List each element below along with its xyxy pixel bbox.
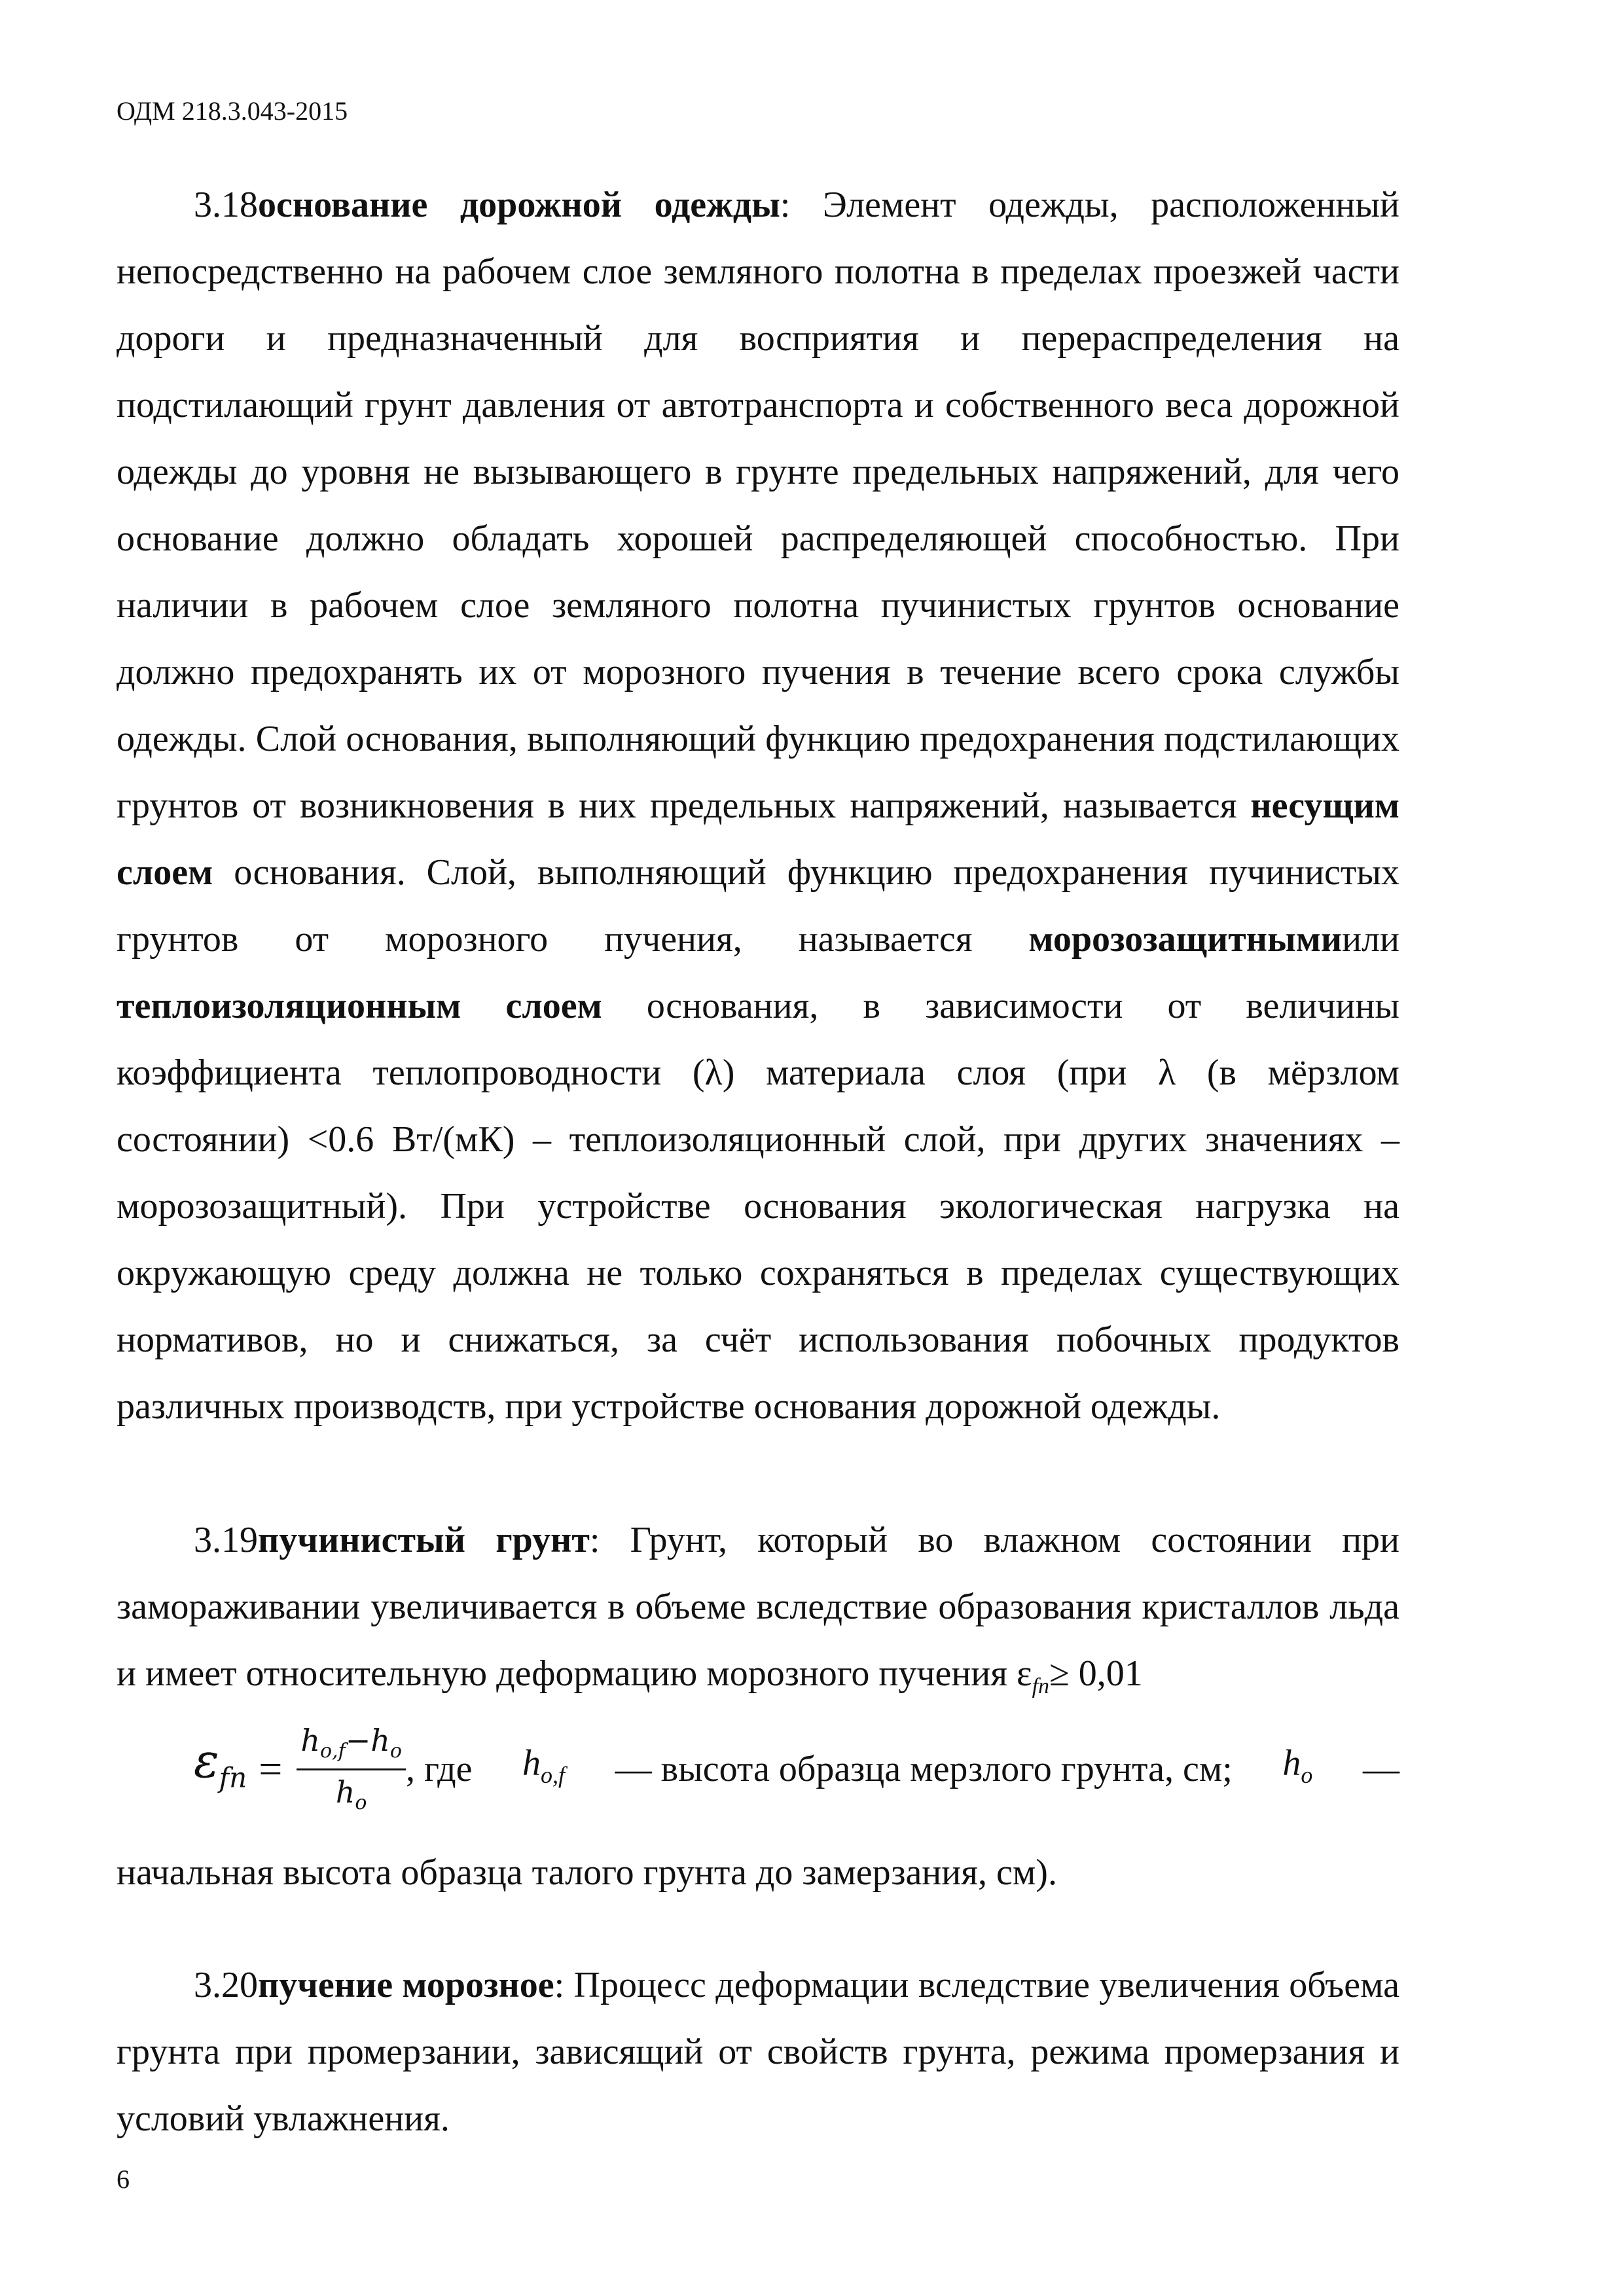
formula-minus: − (345, 1723, 371, 1759)
term-bold: пучение морозное (258, 1965, 554, 2005)
term-bold: основание дорожной одежды (258, 185, 780, 225)
paragraph-text: : Грунт, который во влажном состоянии при замораживании увеличивается в объеме вследствие образования кристаллов льда и имеет относительную деформацию морозного пучения ε (117, 1520, 1400, 1694)
section-3-20 (117, 1952, 1399, 2152)
formula-equals: = (259, 1746, 283, 1792)
section-number: 3.18 (194, 185, 258, 225)
formula-symbol: h (1282, 1742, 1301, 1784)
section-3-19-continuation: начальная высота образца талого грунта до замерзания, см). (117, 1852, 1057, 1893)
page-number: 6 (117, 2164, 130, 2194)
section-number: 3.20 (194, 1965, 258, 2005)
formula-subscript: o,f (319, 1740, 346, 1763)
formula-symbol: h (335, 1774, 355, 1810)
variable-h-of (522, 1701, 565, 1837)
paragraph-text: ≥ 0,01 (1049, 1653, 1143, 1694)
formula-symbol: h (370, 1723, 390, 1759)
term-bold: несущим слоем (117, 785, 1399, 893)
formula-subscript: o (355, 1791, 367, 1814)
frost-heave-formula (194, 1707, 1399, 1831)
formula-subscript: o (389, 1740, 402, 1763)
formula-dash: — (1362, 1749, 1399, 1789)
formula-where: , где (405, 1749, 473, 1789)
variable-h-o (1282, 1701, 1312, 1837)
section-3-19 (117, 1507, 1399, 1720)
formula-subscript: o (1301, 1762, 1313, 1789)
fraction-denominator (336, 1770, 367, 1813)
paragraph-text: основания, в зависимости от величины коэффициента теплопроводности (λ) материала слоя (при λ (в мёрзлом состоянии) <0.6 Вт/(мК) – теплоизоляционный слой, при других значениях – морозозащитный). При устройстве основания экологическая нагрузка на окружающую среду должна не только сохраняться в пределах существующих нормативов, но и снижаться, за счёт использования побочных продуктов различных производств, при устройстве основания дорожной одежды. (117, 986, 1399, 1427)
formula-expression (194, 1698, 472, 1840)
paragraph-text: или (1342, 919, 1399, 960)
term-bold: теплоизоляционным слоем (117, 986, 602, 1026)
formula-fraction (297, 1725, 406, 1812)
formula-epsilon (194, 1698, 247, 1840)
term-bold: морозозащитными (1028, 919, 1343, 960)
formula-subscript: o,f (541, 1762, 566, 1789)
paragraph-text: основания. Слой, выполняющий функцию предохранения пучинистых грунтов от морозного пучения, называется (117, 852, 1399, 960)
formula-description: — высота образца мерзлого грунта, см; (615, 1749, 1233, 1789)
section-3-18 (117, 171, 1399, 1440)
formula-symbol: ε (194, 1732, 219, 1788)
term-bold: пучинистый грунт (258, 1520, 590, 1560)
paragraph-text: : Элемент одежды, расположенный непосредственно на рабочем слое земляного полотна в пределах проезжей части дороги и предназначенный для восприятия и перераспределения на подстилающий грунт давления от автотранспорта и собственного веса дорожной одежды до уровня не вызывающего в грунте предельных напряжений, для чего основание должно обладать хорошей распределяющей способностью. При наличии в рабочем слое земляного полотна пучинистых грунтов основание должно предохранять их от морозного пучения в течение всего срока службы одежды. Слой основания, выполняющий функцию предохранения подстилающих грунтов от возникновения в них предельных напряжений, называется (117, 185, 1399, 826)
formula-subscript: fn (219, 1761, 247, 1794)
section-number: 3.19 (194, 1520, 258, 1560)
formula-symbol: h (522, 1742, 541, 1784)
paragraph-text: : Процесс деформации вследствие увеличения объема грунта при промерзании, зависящий от свойств грунта, режима промерзания и условий увлажнения. (117, 1965, 1400, 2139)
fraction-numerator (297, 1725, 406, 1770)
formula-symbol: h (300, 1723, 320, 1759)
epsilon-subscript: fn (1032, 1674, 1050, 1699)
document-code-header: ОДМ 218.3.043-2015 (117, 96, 348, 126)
